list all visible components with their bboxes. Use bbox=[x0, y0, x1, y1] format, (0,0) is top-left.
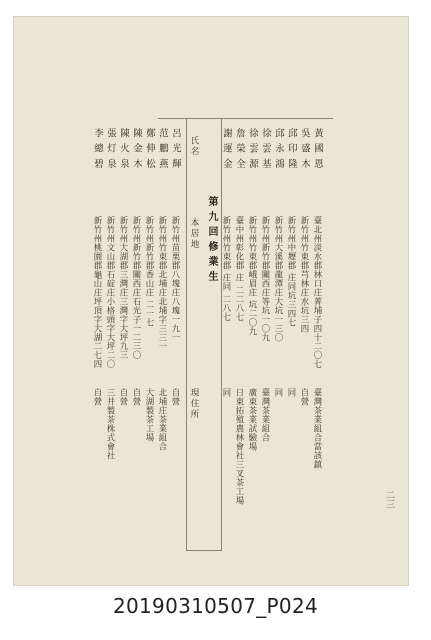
member-domicile: 新竹州新竹郡關西庄石光子一二三〇 bbox=[132, 216, 142, 360]
member-domicile: 新竹州新竹郡香山庄 二一七 bbox=[145, 216, 155, 328]
member-residence: 自營 bbox=[300, 388, 310, 406]
member-domicile: 新竹州竹東郡北埔庄北埔字三三一 bbox=[158, 216, 168, 351]
top-rule bbox=[158, 118, 333, 119]
member-name: 范鵬燕 bbox=[157, 128, 168, 175]
member-residence: 北埔庄茶業組合 bbox=[158, 388, 168, 451]
member-residence: 同 bbox=[222, 388, 232, 397]
member-residence: 自營 bbox=[119, 388, 129, 406]
member-residence: 大湖製茶工場 bbox=[145, 388, 155, 442]
header-domicile: 本居地 bbox=[189, 218, 199, 250]
member-residence: 同 bbox=[287, 388, 297, 397]
header-name: 氏名 bbox=[189, 136, 199, 158]
member-residence: 自營 bbox=[171, 388, 181, 406]
member-name: 張灯泉 bbox=[105, 128, 116, 175]
member-name: 謝運金 bbox=[221, 128, 232, 175]
member-name: 邱印隆 bbox=[286, 128, 297, 175]
member-domicile: 新竹州桃園郡龜山庄坪頂字大湖二七四 bbox=[93, 216, 103, 369]
member-domicile: 新竹州文山郡石碇庄小格頭字大坪二〇 bbox=[106, 216, 116, 369]
member-residence: 同 bbox=[274, 388, 284, 397]
member-name: 邱永鴻 bbox=[273, 128, 284, 175]
member-domicile: 新竹州大湖郡三灣庄三灣字大坪九三 bbox=[119, 216, 129, 360]
page-number: 二三 bbox=[384, 490, 394, 510]
member-name: 徐雲源 bbox=[247, 128, 258, 175]
member-domicile: 臺中州彰化郡 庄 二二八七 bbox=[235, 216, 245, 322]
member-domicile: 新竹州竹東郡峨眉庄 坑二〇九 bbox=[248, 216, 258, 337]
member-name: 詹榮全 bbox=[234, 128, 245, 175]
member-name: 陳金木 bbox=[131, 128, 142, 175]
footer-caption: 20190310507_P024 bbox=[112, 594, 318, 618]
member-name: 李總碧 bbox=[92, 128, 103, 175]
member-residence: 自營 bbox=[132, 388, 142, 406]
member-domicile: 新竹州中壢郡 庄同坑三四七 bbox=[287, 216, 297, 328]
member-domicile: 新竹州大溪郡龍潭庄大坑一三〇 bbox=[274, 216, 284, 342]
header-band-left-rule bbox=[186, 118, 187, 550]
member-domicile: 新竹州新竹郡關西庄等坑一〇九 bbox=[261, 216, 271, 342]
member-residence: 廣東茶業試驗場 bbox=[248, 388, 258, 451]
member-name: 吳盛木 bbox=[299, 128, 310, 175]
member-name: 鄭伸松 bbox=[144, 128, 155, 175]
member-residence: 三井製茶株式會社 bbox=[106, 388, 116, 460]
member-name: 徐雲基 bbox=[260, 128, 271, 175]
member-name: 陳火泉 bbox=[118, 128, 129, 175]
member-domicile: 新竹州苗栗郡八塊庄八塊一九一 bbox=[171, 216, 181, 342]
document-page bbox=[13, 16, 409, 586]
member-name: 黃國恩 bbox=[312, 128, 323, 175]
member-residence: 日東拓殖農林會社三叉茶工場 bbox=[235, 388, 245, 505]
member-domicile: 新竹州竹東郡芎林庄水坑三四 bbox=[300, 216, 310, 333]
member-residence: 臺灣茶業組合 bbox=[261, 388, 271, 442]
member-residence: 自營 bbox=[93, 388, 103, 406]
header-band-right-rule bbox=[221, 118, 222, 550]
member-domicile: 臺北州淡水郡林口庄菁埔子四十二〇七 bbox=[313, 216, 323, 369]
header-residence: 現住所 bbox=[189, 388, 199, 420]
header-band-bottom-rule bbox=[186, 550, 222, 551]
member-residence: 臺灣茶業組合當該鎮 bbox=[313, 388, 323, 469]
section-title: 第九回修業生 bbox=[206, 196, 217, 286]
member-domicile: 新竹州竹東郡 庄同 二八七 bbox=[222, 216, 232, 322]
member-name: 呂光輝 bbox=[170, 128, 181, 175]
